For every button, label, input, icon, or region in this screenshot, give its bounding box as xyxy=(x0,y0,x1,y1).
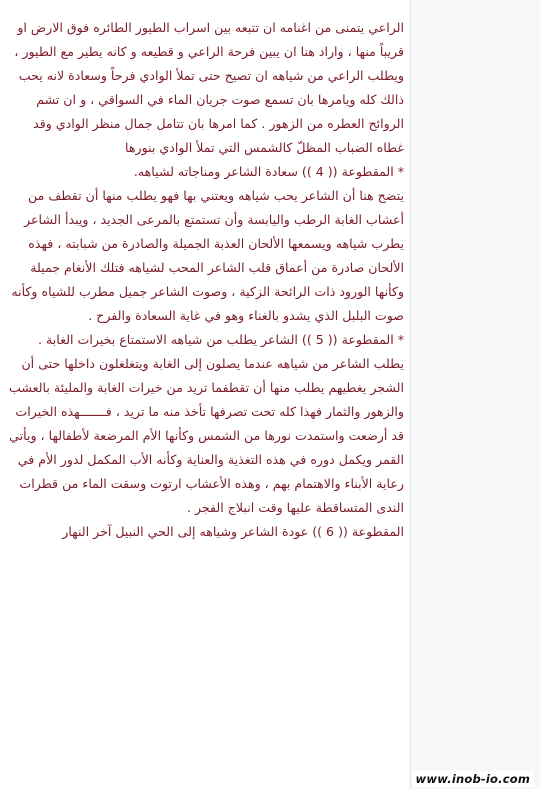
site-watermark: www.inob-io.com xyxy=(412,771,534,787)
section-heading-5: * المقطوعة (( 5 )) الشاعر يطلب من شياهه الاستمتاع بخيرات الغابة . xyxy=(38,332,404,347)
paragraph-intro: الراعي يتمنى من اغنامه ان تتبعه بين اسراب الطيور الطائره فوق الارض او قريباً منها ، واراد هنا ان يبين فرحة الراعي و قطيعه و كانه يطير مع الطيور ، ويطلب الراعي من شياهه ان تصيح حتى تملأ الوادي فرحاً وسعادة لانه يحب ذالك كله ويامرها بان تسمع صوت جريان الماء في السواقي ، و ان تشم الروائح العطره من الزهور . كما امرها بان تتامل جمال منظر الوادي وقد غطاه الضباب المظلّ كالشمس التي تملأ الوادي بنورها xyxy=(14,20,404,155)
section-heading-4: * المقطوعة (( 4 )) سعادة الشاعر ومناجاته لشياهه. xyxy=(133,164,404,179)
paragraph-section-5: يطلب الشاعر من شياهه عندما يصلون إلى الغابة ويتغلغلون داخلها حتى أن الشجر يغطيهم يطلب منها أن تقطفما تريد من خيرات الغابة والمليئة بالعشب والزهور والثمار فهذا كله تحت تصرفها تأخذ منه ما تريد ، فـــــــهذه الخيرات قد أرضعت واستمدت نورها من الشمس وكأنها الأم المرضعة لأطفالها ، ويأتي القمر ويكمل دوره في هذه التغذية والعناية وكأنه الأب المكمل لدور الأم في رعاية الأبناء والاهتمام بهم ، وهذه الأعشاب ارتوت وسقت الماء من قطرات الندى المتساقطة عليها وقت انبلاج الفجر . xyxy=(9,356,404,515)
paragraph-section-4: يتضح هنا أن الشاعر يحب شياهه ويعتني بها فهو يطلب منها أن تقطف من أعشاب الغابة الرطب واليابسة وأن تستمتع بالمرعى الجديد ، ويبدأ الشاعر يطرب شياهه ويسمعها الألحان العذبة الجميلة والصادرة من شبابته ، فهذه الألحان صادرة من أعماق قلب الشاعر المحب لشياهه فتلك الأنغام جميلة وكأنها الورود ذات الرائحة الزكية ، وصوت الشاعر جميل مطرب للشياه وكأنه صوت البلبل الذي يشدو بالغناء وهو في غاية السعادة والفرح . xyxy=(11,188,404,323)
section-heading-6: المقطوعة (( 6 )) عودة الشاعر وشياهه إلى الحي النبيل آخر النهار xyxy=(62,524,404,539)
right-sidebar xyxy=(411,0,540,789)
